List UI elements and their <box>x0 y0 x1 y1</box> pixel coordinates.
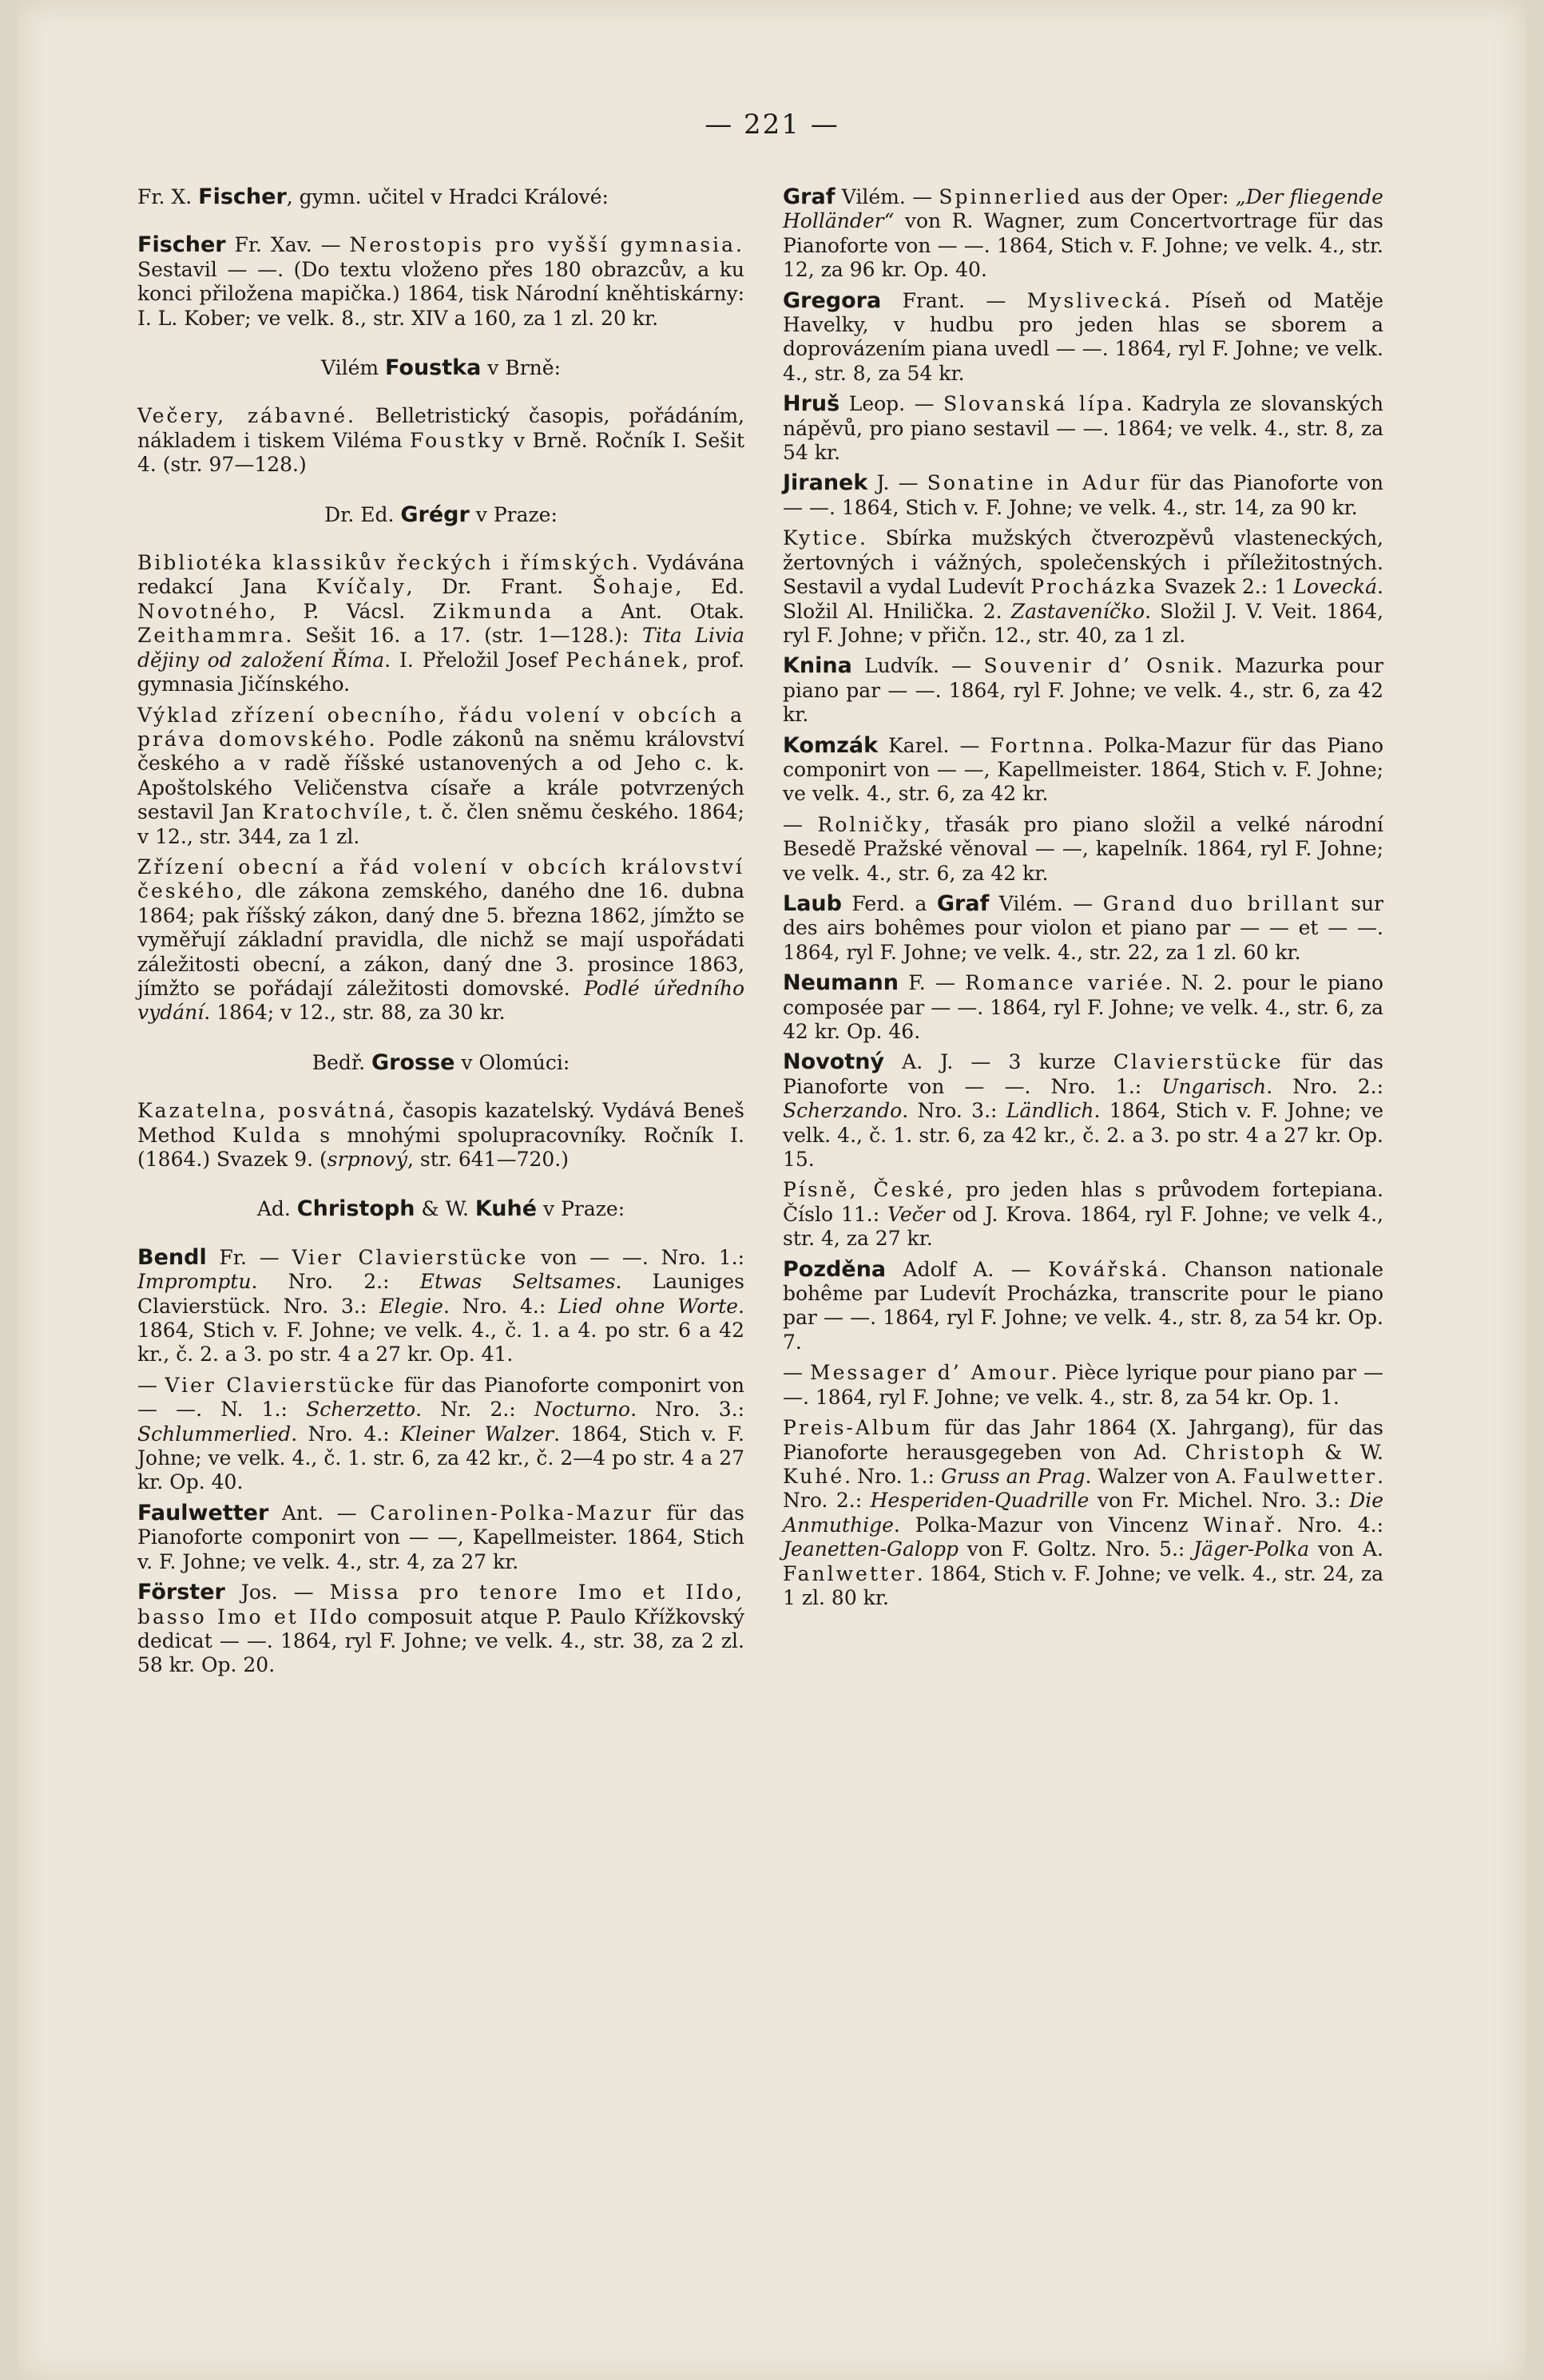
entry-text: . Nro. 2.: <box>783 1464 1384 1513</box>
italic-title: Nocturno <box>534 1398 631 1422</box>
entry-text: von — —. Nro. 1.: <box>528 1245 744 1269</box>
author-name: Förster <box>137 1580 225 1605</box>
entry-text: Jos. — <box>224 1581 330 1605</box>
entry-text: , Dr. Frant. <box>406 575 593 599</box>
entry-text: . Sešit 16. a 17. (str. 1—128.): <box>285 624 643 648</box>
entry-text: von F. Goltz. Nro. 5.: <box>958 1537 1194 1561</box>
catalogue-entry <box>783 185 1383 283</box>
italic-title: „Der fliegende Holländer“ <box>783 185 1383 233</box>
italic-title: Kleiner Walzer <box>400 1422 554 1446</box>
entry-text: Adolf A. — <box>886 1257 1049 1281</box>
spaced-title: Kytice <box>783 526 860 550</box>
catalogue-entry <box>783 734 1383 807</box>
spaced-title: Carolinen-Polka-Mazur <box>370 1501 653 1525</box>
catalogue-entry <box>137 233 744 331</box>
entry-text: . Nro. 4.: <box>1276 1513 1384 1537</box>
entry-text: . Chanson nationale bohême par Ludevít Procházka, transcrite pour le piano par — —. 1864, ryl F. Johne; ve velk. 4., str. 8, za 54 kr. Op. 7. <box>783 1257 1383 1354</box>
spaced-title: Christoph <box>1185 1440 1307 1464</box>
spaced-title: Grand duo brillant <box>1102 891 1341 915</box>
spaced-title: Zikmunda <box>432 599 554 623</box>
catalogue-entry <box>783 971 1383 1044</box>
catalogue-entry <box>783 1178 1383 1251</box>
entry-text: , gymn. učitel v Hradci Králové: <box>286 185 609 208</box>
entry-text: Vydávána redakcí Jana <box>137 551 744 599</box>
italic-title: Scherzetto <box>306 1398 416 1422</box>
entry-text: Bedř. <box>312 1050 371 1074</box>
spaced-title: Vier Clavierstücke <box>165 1373 397 1397</box>
italic-title: Etwas Seltsames <box>419 1270 616 1294</box>
spaced-title: Clavierstücke <box>1113 1050 1284 1074</box>
entry-text: v Olomúci: <box>454 1050 570 1074</box>
entry-text: für das Pianoforte von — —. Nro. 1.: <box>783 1050 1383 1098</box>
entry-text: . Kadryla ze slovanských nápěvů, pro piano sestavil — —. 1864; ve velk. 4., str. 8, za 54 kr. <box>783 392 1383 465</box>
entry-text: . 1864, Stich v. F. Johne; ve velk. 4., č. 1. a 4. po str. 6 a 42 kr., č. 2. a 3. po str. 4 a 27 kr. Op. 41. <box>137 1294 744 1367</box>
italic-title: Jeanetten-Galopp <box>783 1537 959 1561</box>
italic-title: Scherzando <box>783 1099 903 1123</box>
spaced-title: Rolničky <box>817 812 924 836</box>
author-name: Jiranek <box>783 470 868 496</box>
spaced-title: Procházka <box>1030 575 1158 599</box>
entry-text: Fr. X. <box>137 185 199 208</box>
entry-text: . Složil Al. Hnilička. 2. <box>783 575 1383 623</box>
entry-text: , Ed. <box>675 575 745 599</box>
entry-text: Karel. — <box>878 733 990 757</box>
catalogue-entry <box>137 1501 744 1574</box>
entry-text: . Nro. 2.: <box>251 1270 420 1294</box>
entry-text: , prof. gymnasia Jičínského. <box>137 648 744 696</box>
spaced-title: Zeithammra <box>137 624 286 648</box>
entry-text: od J. Krova. 1864, ryl F. Johne; ve velk 4., str. 4, za 27 kr. <box>783 1202 1383 1251</box>
spaced-title: Písně, České <box>783 1178 947 1202</box>
catalogue-entry <box>783 1416 1383 1610</box>
publisher-heading <box>137 1197 744 1221</box>
author-name: Neumann <box>783 970 899 996</box>
entry-text: . 1864, Stich v. F. Johne; ve velk. 4., str. 24, za 1 zl. 80 kr. <box>783 1561 1383 1609</box>
entry-text: J. — <box>867 471 927 495</box>
catalogue-entry <box>783 892 1383 965</box>
author-name: Pozděna <box>783 1256 887 1282</box>
entry-text: . Pièce lyrique pour piano par — —. 1864, ryl F. Johne; ve velk. 4., str. 8, za 54 kr. Op. 1. <box>783 1361 1383 1409</box>
entry-text: & W. <box>1306 1440 1384 1464</box>
catalogue-entry <box>783 1361 1383 1410</box>
italic-title: Hesperiden-Quadrille <box>870 1489 1090 1513</box>
spaced-title: Večery, zábavné. <box>137 404 356 428</box>
spaced-title: Spinnerlied <box>939 185 1083 208</box>
italic-title: Zastaveníčko <box>1010 599 1145 623</box>
right-column <box>783 185 1383 1616</box>
entry-text: , t. č. člen sněmu českého. 1864; v 12., str. 344, za 1 zl. <box>137 800 744 848</box>
entry-text: Podle zákonů na sněmu království českého a v radě říšské ustanovených a od Jeho c. k. Apoštolského Veličenstva císaře a krále potvrzených sestavil Jan <box>137 727 744 824</box>
spaced-title: Myslivecká <box>1026 288 1165 312</box>
catalogue-entry <box>783 1258 1383 1355</box>
author-name: Grégr <box>400 502 470 527</box>
entry-text: — <box>783 1361 811 1385</box>
entry-text: für das Pianoforte componirt von — —. N. 1.: <box>137 1373 745 1422</box>
entry-text: . N. 2. pour le piano composée par — —. 1864, ryl F. Johne; ve velk. 4., str. 6, za 42 kr. Op. 46. <box>783 971 1383 1043</box>
italic-title: Večer <box>887 1202 945 1226</box>
spaced-title: Šohaje <box>592 575 676 599</box>
spaced-title: Kratochvíle <box>262 800 405 824</box>
italic-title: Tita Livia dějiny od založení Říma <box>137 624 744 672</box>
italic-title: Ländlich <box>1006 1099 1094 1123</box>
spaced-title: Kuhé <box>783 1464 845 1488</box>
entry-text: v Praze: <box>469 502 558 526</box>
spaced-title: Fanlwetter <box>783 1561 917 1585</box>
catalogue-entry <box>783 526 1383 648</box>
entry-text: Dr. Ed. <box>324 502 401 526</box>
italic-title: Podlé úředního vydání <box>137 976 744 1025</box>
author-name: Kuhé <box>474 1196 538 1222</box>
spaced-title: Winař <box>1203 1513 1276 1537</box>
entry-text: . Sbírka mužských čtverozpěvů vlasteneckých, žertovných i vážných, společenských i příležitostných. Sestavil a vydal Ludevít <box>783 526 1383 599</box>
entry-text: , dle zákona zemského, daného dne 16. dubna 1864; pak říšský zákon, daný dne 5. března 1862, jímžto se vyměřují základní pravidla, dle nichž se mají uspořádati záležitosti obecní, a zákon, daný dne 3. prosince 1863, jímžto se pořádají záležitosti domovské. <box>137 879 744 1000</box>
author-name: Bendl <box>137 1244 207 1270</box>
entry-text: . Nr. 2.: <box>415 1398 534 1422</box>
italic-title: Die Anmuthige <box>783 1489 1383 1537</box>
spaced-title: Fortnna <box>990 733 1087 757</box>
entry-text: Vilém. — <box>835 185 939 208</box>
author-name: Laub <box>783 891 842 916</box>
spaced-title: Nerostopis pro vyšší gymnasia. <box>349 233 744 257</box>
italic-title: srpnový <box>327 1148 407 1171</box>
spaced-title: Foustky <box>410 428 506 452</box>
spaced-title: Faulwetter <box>1243 1464 1378 1488</box>
entry-text: a Ant. Otak. <box>554 599 744 623</box>
spaced-title: Novotného <box>137 599 270 623</box>
entry-text: . Polka-Mazur von Vincenz <box>893 1513 1204 1537</box>
spaced-title: Romance variée <box>965 971 1165 995</box>
catalogue-entry <box>783 289 1383 387</box>
spaced-title: Výklad zřízení obecního, řádu volení v obcích a práva domovského. <box>137 703 744 751</box>
author-name: Hruš <box>783 391 840 417</box>
catalogue-entry <box>137 1581 744 1678</box>
entry-text: Fr. — <box>206 1245 292 1269</box>
entry-text: . Nro. 3.: <box>902 1099 1006 1123</box>
entry-text: v Brně: <box>481 356 561 380</box>
italic-title: Lied ohne Worte <box>558 1294 739 1318</box>
entry-text: . 1864, Stich v. F. Johne; ve velk. 4., č. 1. str. 6, za 42 kr., č. 2. a 3. po str. 4 a 27 kr. Op. 15. <box>783 1099 1383 1172</box>
entry-text: . Píseň od Matěje Havelky, v hudbu pro jeden hlas se sborem a doprovázením piana uvedl — —. 1864, ryl F. Johne; ve velk. 4., str. 8, za 54 kr. <box>783 288 1383 385</box>
entry-text: Belletristický časopis, pořádáním, nákladem i tiskem Viléma <box>137 404 745 452</box>
publisher-heading <box>137 1051 744 1075</box>
italic-title: Impromptu <box>137 1270 252 1294</box>
entry-text: . Složil J. V. Veit. 1864, ryl F. Johne; v přičn. 12., str. 40, za 1 zl. <box>783 599 1383 647</box>
catalogue-entry <box>137 855 744 1025</box>
catalogue-entry <box>137 1246 744 1367</box>
entry-text: . 1864, Stich v. F. Johne; ve velk. 4., č. 1. str. 6, za 42 kr., č. 2—4 po str. 4 a 27 kr. Op. 40. <box>137 1422 744 1494</box>
entry-text: . Walzer von A. <box>1085 1464 1244 1488</box>
italic-title: Gruss an Prag <box>940 1464 1086 1488</box>
italic-title: Jäger-Polka <box>1193 1537 1310 1561</box>
entry-text: für das Pianoforte von — —. 1864, Stich v. F. Johne; ve velk. 4., str. 14, za 90 kr. <box>783 471 1384 519</box>
entry-text: A. J. — 3 kurze <box>884 1050 1113 1074</box>
author-name: Novotný <box>783 1049 885 1075</box>
italic-title: Schlummerlied <box>137 1422 292 1446</box>
catalogue-entry <box>783 1050 1383 1172</box>
entry-text: , pro jeden hlas s průvodem fortepiana. Číslo 11.: <box>783 1178 1383 1226</box>
catalogue-entry <box>137 704 744 849</box>
spaced-title: Sonatine in Adur <box>927 471 1142 495</box>
entry-text: v Praze: <box>537 1197 625 1221</box>
spaced-title: Kovářská <box>1048 1257 1161 1281</box>
entry-text: Frant. — <box>881 288 1027 312</box>
catalogue-entry <box>783 813 1383 886</box>
author-name: Christoph <box>296 1196 415 1222</box>
entry-text: . Nro. 4.: <box>291 1422 401 1446</box>
entry-text: von Fr. Michel. Nro. 3.: <box>1089 1489 1350 1513</box>
author-name: Faulwetter <box>137 1500 269 1525</box>
entry-text: Leop. — <box>839 392 944 416</box>
catalogue-entry <box>137 1374 744 1495</box>
entry-text: sur des airs bohêmes pour violon et piano par — — et — —. 1864, ryl F. Johne; ve velk. 4., str. 22, za 1 zl. 60 kr. <box>783 891 1384 964</box>
entry-text: für das Pianoforte componirt von — —, Kapellmeister. 1864, Stich v. F. Johne; ve velk. 4., str. 4, za 27 kr. <box>137 1501 744 1573</box>
entry-text: composuit atque P. Paulo Křížkovský dedicat — —. 1864, ryl F. Johne; ve velk. 4., str. 38, za 2 zl. 58 kr. Op. 20. <box>137 1605 744 1677</box>
entry-text: . Nro. 1.: <box>844 1464 941 1488</box>
spaced-title: Vier Clavierstücke <box>292 1245 529 1269</box>
entry-text: Ferd. a <box>841 891 937 915</box>
author-name: Komzák <box>783 732 879 758</box>
italic-title: Elegie <box>379 1294 443 1318</box>
italic-title: Lovecká <box>1293 575 1378 599</box>
entry-text: — <box>783 812 818 836</box>
spaced-title: Slovanská lípa <box>943 392 1126 416</box>
entry-text: , třasák pro piano složil a velké národní Besedě Pražské věnoval — —, kapelník. 1864, ryl F. Johne; ve velk. 4., str. 6, za 42 kr. <box>783 812 1383 885</box>
author-name: Graf <box>936 891 990 916</box>
entry-text: . I. Přeložil Josef <box>384 648 566 672</box>
author-name: Gregora <box>783 288 882 313</box>
entry-text: . Nro. 3.: <box>630 1398 744 1422</box>
spaced-title: Kulda <box>232 1123 304 1147</box>
entry-text: aus der Oper: <box>1082 185 1236 208</box>
entry-text: . Launiges Clavierstück. Nro. 3.: <box>137 1270 745 1318</box>
entry-text: . 1864; v 12., str. 88, za 30 kr. <box>204 1001 506 1025</box>
spaced-title: Missa pro tenore Imo et IIdo, basso Imo et IIdo <box>137 1581 744 1628</box>
entry-text: , časopis kazatelský. Vydává Beneš Method <box>137 1099 744 1147</box>
catalogue-entry <box>137 404 744 477</box>
catalogue-entry <box>783 471 1383 520</box>
author-name: Graf <box>783 184 836 209</box>
catalogue-entry <box>137 551 744 696</box>
author-name: Knina <box>783 653 852 679</box>
entry-text: Fr. Xav. — <box>225 233 350 257</box>
spaced-title: Pechánek <box>566 648 682 672</box>
spaced-title: Zřízení obecní a řád volení v obcích království českého <box>137 855 744 903</box>
entry-text: , str. 641—720.) <box>407 1148 569 1171</box>
spaced-title: Messager d’ Amour <box>810 1361 1051 1385</box>
entry-text: für das Jahr 1864 (X. Jahrgang), für das Pianoforte herausgegeben von Ad. <box>783 1416 1383 1464</box>
entry-text: . Nro. 4.: <box>443 1294 559 1318</box>
entry-text: . Mazurka pour piano par — —. 1864, ryl F. Johne; ve velk. 4., str. 6, za 42 kr. <box>783 654 1383 727</box>
publisher-heading <box>137 185 744 209</box>
italic-title: Ungarisch <box>1161 1074 1267 1098</box>
publisher-heading <box>137 503 744 527</box>
catalogue-entry <box>783 392 1383 465</box>
entry-text: von A. <box>1309 1537 1384 1561</box>
entry-text: Svazek 2.: 1 <box>1157 575 1294 599</box>
entry-text: Ad. <box>256 1197 297 1221</box>
publisher-heading <box>137 356 744 380</box>
author-name: Foustka <box>385 355 482 381</box>
spaced-title: Kvíčaly <box>316 575 407 599</box>
entry-text: s mnohými spolupracovníky. Ročník I. (1864.) Svazek 9. ( <box>137 1123 745 1171</box>
author-name: Grosse <box>371 1049 455 1075</box>
entry-text: von R. Wagner, zum Concertvortrage für das Pianoforte von — —. 1864, Stich v. F. Johne; ve velk. 4., str. 12, za 96 kr. Op. 40. <box>783 209 1383 282</box>
entry-text: Ludvík. — <box>851 654 984 678</box>
entry-text: Vilém <box>320 356 386 380</box>
author-name: Fischer <box>198 184 287 209</box>
entry-text: & W. <box>415 1197 475 1221</box>
catalogue-entry <box>783 654 1383 727</box>
entry-text: v Brně. Ročník I. Sešit 4. (str. 97—128.) <box>137 428 744 477</box>
left-column <box>137 185 744 1684</box>
catalogue-entry <box>137 1099 744 1172</box>
spaced-title: Bibliotéka klassikův řeckých i římských. <box>137 551 641 575</box>
spaced-title: Souvenir d’ Osnik <box>983 654 1217 678</box>
page-number: — 221 — <box>705 109 839 141</box>
entry-text: — <box>137 1373 165 1397</box>
entry-text: Vilém. — <box>989 891 1103 915</box>
entry-text: F. — <box>898 971 966 995</box>
author-name: Fischer <box>137 232 226 258</box>
entry-text: , P. Vácsl. <box>269 599 433 623</box>
entry-text: Sestavil — —. (Do textu vloženo přes 180 obrazcův, a ku konci přiložena mapička.) 1864, tisk Národní kněhtiskárny: I. L. Kober; ve velk. 8., str. XIV a 160, za 1 zl. 20 kr. <box>137 257 744 330</box>
entry-text: Ant. — <box>268 1501 371 1525</box>
entry-text: . Polka-Mazur für das Piano componirt von — —, Kapellmeister. 1864, Stich v. F. Johne; ve velk. 4., str. 6, za 42 kr. <box>783 733 1383 806</box>
entry-text: . Nro. 2.: <box>1266 1074 1383 1098</box>
spaced-title: Preis-Album <box>783 1416 933 1440</box>
spaced-title: Kazatelna, posvátná <box>137 1099 389 1123</box>
